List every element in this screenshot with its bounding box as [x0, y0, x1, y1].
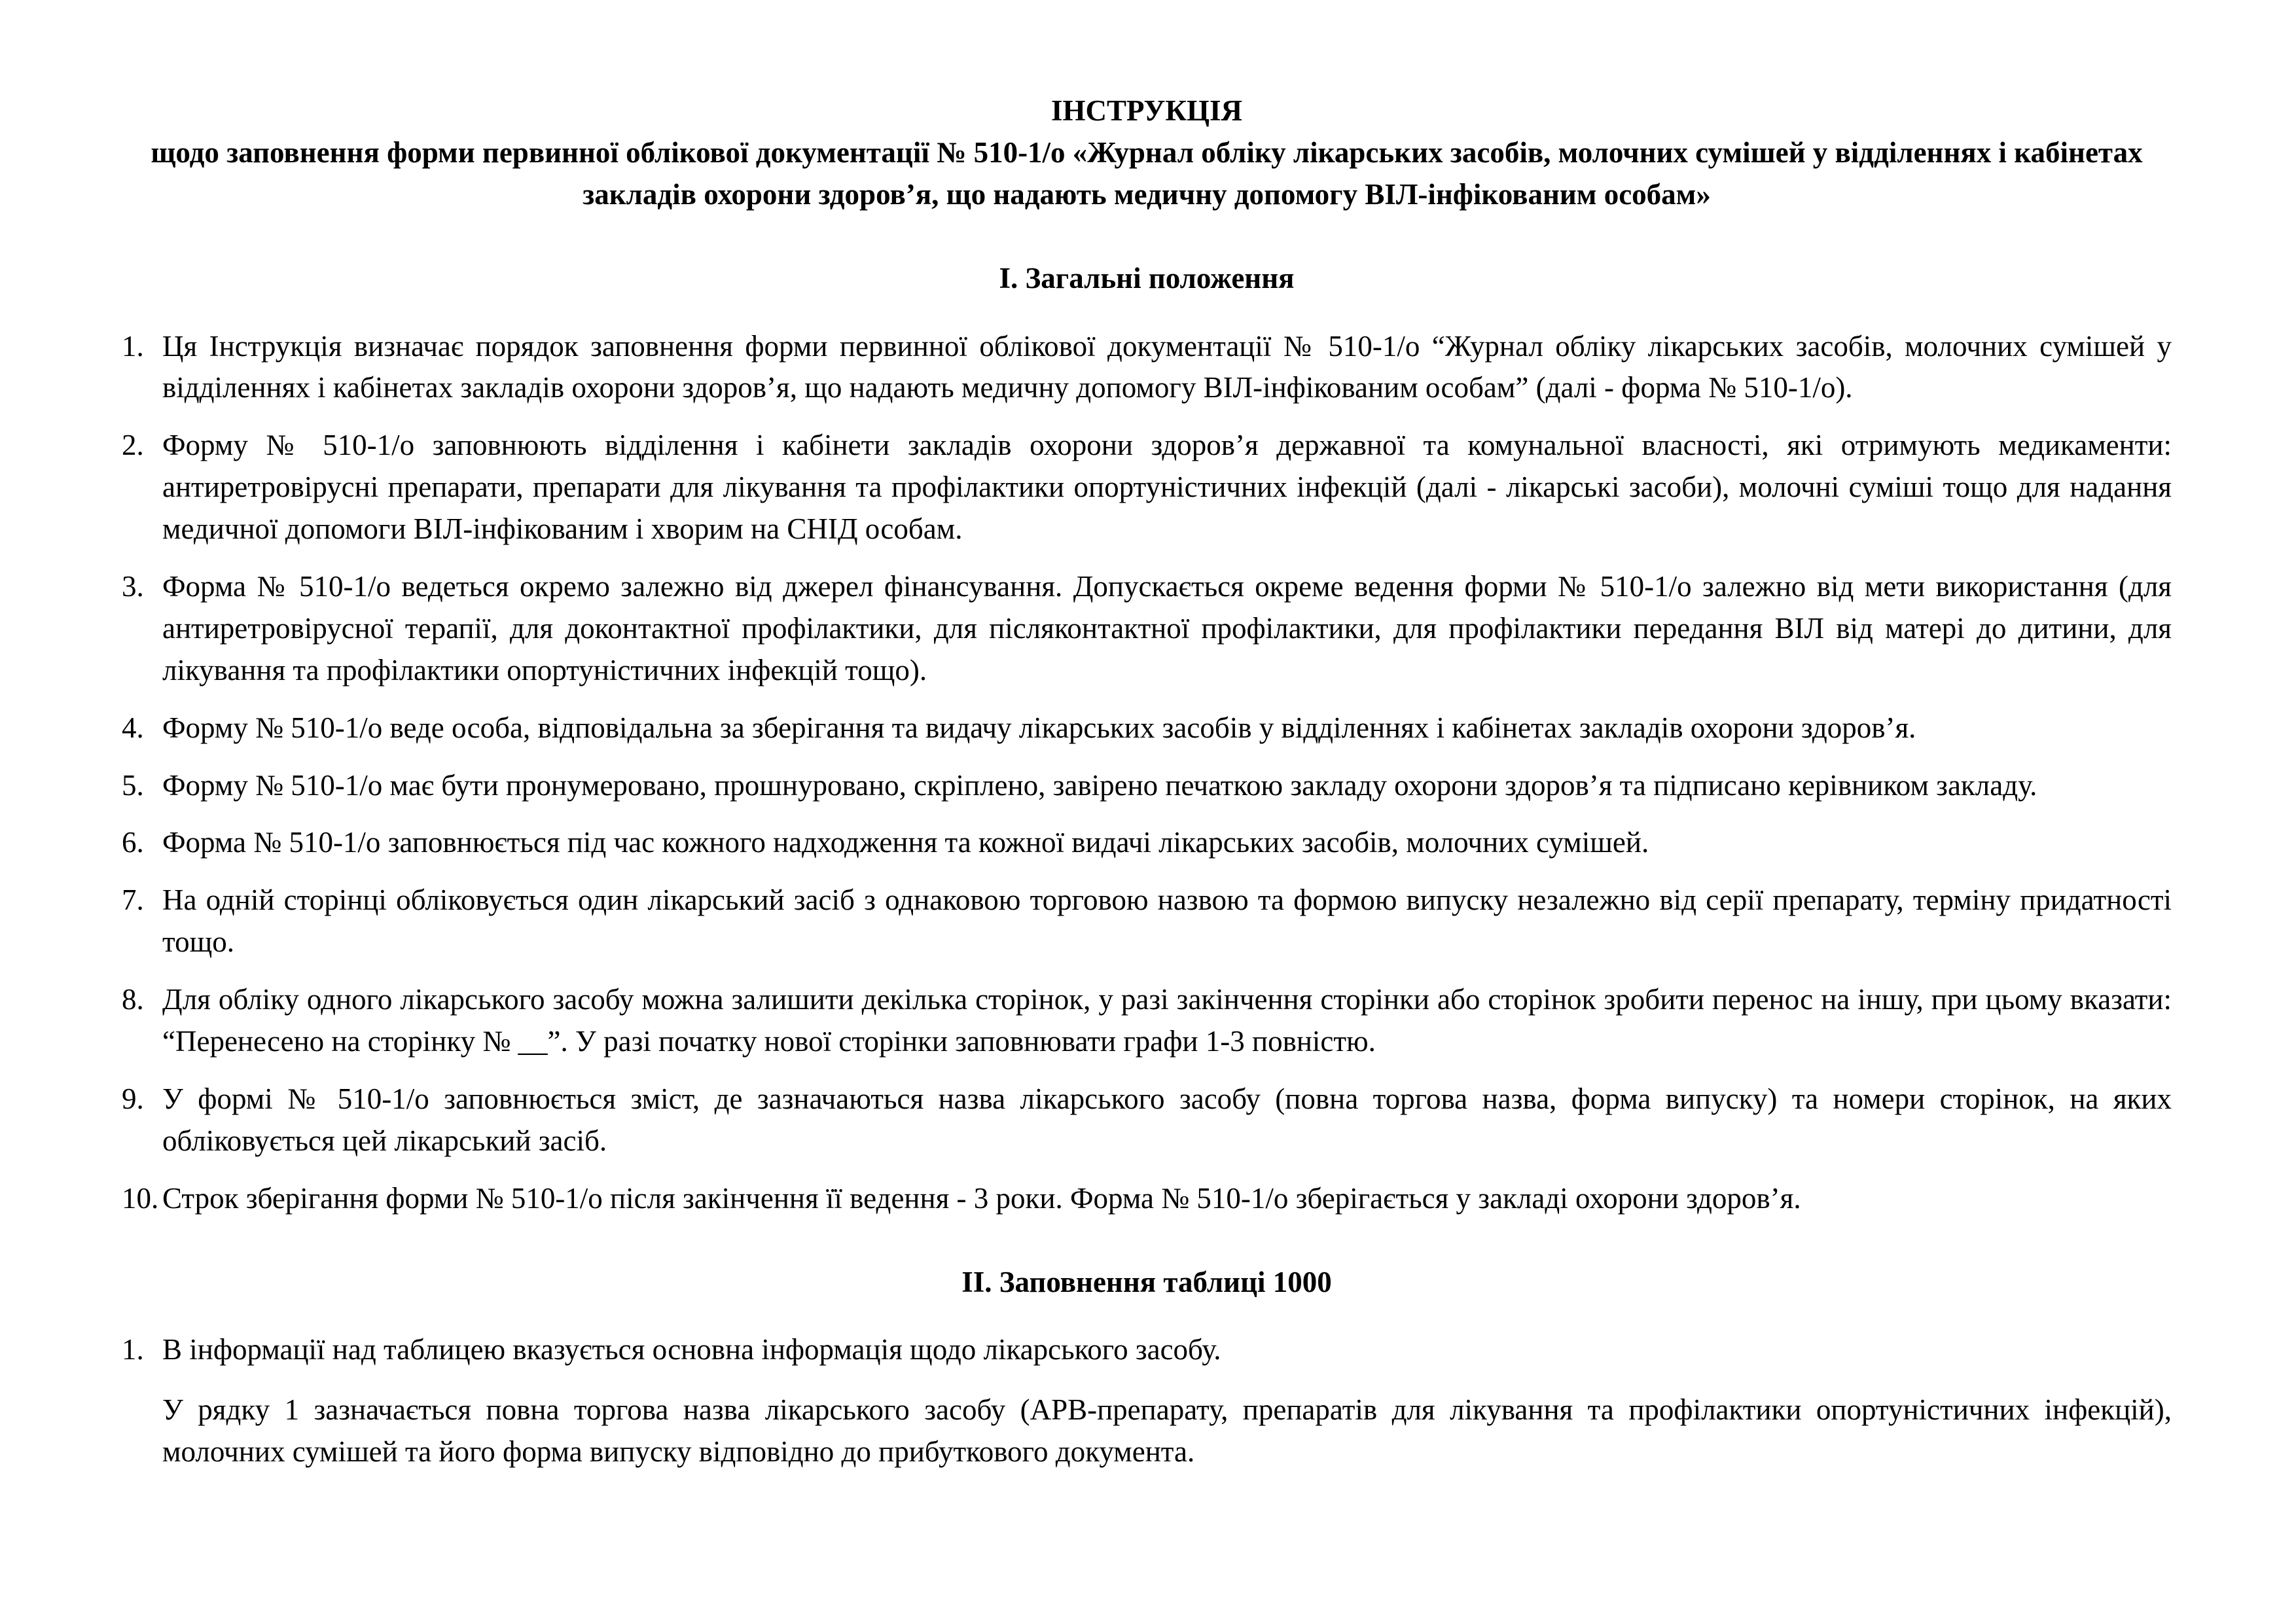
document-header — [122, 90, 2172, 216]
list-item-text: У рядку 1 зазначається повна торгова назва лікарського засобу (АРВ-препарату, препаратів для лікування та профілактики опортуністичних інфекцій), молочних сумішей та його форма випуску відповідно до прибуткового документа. — [162, 1393, 2172, 1469]
list-item-number: 10. — [122, 1181, 159, 1215]
list-item-text: На одній сторінці обліковується один лікарський засіб з однаковою торговою назвою та формою випуску незалежно від серії препарату, терміну придатності тощо. — [162, 883, 2172, 959]
list-item — [122, 566, 2172, 692]
list-item — [122, 1329, 2172, 1371]
paragraph — [122, 1389, 2172, 1473]
list-item — [122, 880, 2172, 963]
list-item — [122, 425, 2172, 550]
list-item-text: Строк зберігання форми № 510-1/о після закінчення її ведення - 3 роки. Форма № 510-1/о зберігається у закладі охорони здоров’я. — [162, 1181, 1801, 1215]
list-item-number: 1. — [122, 329, 144, 363]
list-item-text: У формі № 510-1/о заповнюється зміст, де зазначаються назва лікарського засобу (повна торгова назва, форма випуску) та номери сторінок, на яких обліковується цей лікарський засіб. — [162, 1082, 2172, 1157]
list-item — [122, 822, 2172, 864]
list-item — [122, 1079, 2172, 1162]
list-item-number: 7. — [122, 883, 144, 917]
list-item-text: В інформації над таблицею вказується основна інформація щодо лікарського засобу. — [162, 1333, 1221, 1366]
document-section — [122, 1262, 2172, 1474]
list-item — [122, 707, 2172, 749]
list-item-number: 3. — [122, 570, 144, 603]
document-subtitle: щодо заповнення форми первинної облікової документації № 510-1/о «Журнал обліку лікарських засобів, молочних сумішей у відділеннях і кабінетах закладів охорони здоров’я, що надають медичну допомогу ВІЛ-інфікованим особам» — [151, 135, 2143, 211]
list-item-text: Форма № 510-1/о ведеться окремо залежно від джерел фінансування. Допускається окреме ведення форми № 510-1/о залежно від мети використання (для антиретровірусної терапії, для доконтактної профілактики, для післяконтактної профілактики, для профілактики передання ВІЛ від матері до дитини, для лікування та профілактики опортуністичних інфекцій тощо). — [162, 570, 2172, 687]
section-heading: ІІ. Заповнення таблиці 1000 — [961, 1265, 1332, 1298]
list-item-text: Для обліку одного лікарського засобу можна залишити декілька сторінок, у разі закінчення сторінки або сторінок зробити перенос на іншу, при цьому вказати: “Перенесено на сторінку № __”. У разі початку нової сторінки заповнювати графи 1-3 повністю. — [162, 983, 2172, 1058]
list-item-text: Ця Інструкція визначає порядок заповнення форми первинної облікової документації № 510-1/о “Журнал обліку лікарських засобів, молочних сумішей у відділеннях і кабінетах закладів охорони здоров’я, що надають медичну допомогу ВІЛ-інфікованим особам” (далі - форма № 510-1/о). — [162, 329, 2172, 404]
list-item-number: 6. — [122, 826, 144, 859]
list-item-text: Форму № 510-1/о веде особа, відповідальна за зберігання та видачу лікарських засобів у відділеннях і кабінетах закладів охорони здоров’я. — [162, 711, 1916, 744]
list-item-number: 9. — [122, 1082, 144, 1115]
list-item-text: Форму № 510-1/о має бути пронумеровано, прошнуровано, скріплено, завірено печаткою закладу охорони здоров’я та підписано керівником закладу. — [162, 768, 2037, 802]
section-items — [122, 326, 2172, 1220]
list-item-number: 8. — [122, 983, 144, 1016]
list-item-number: 2. — [122, 429, 144, 462]
list-item — [122, 765, 2172, 807]
list-item-text: Форму № 510-1/о заповнюють відділення і кабінети закладів охорони здоров’я державної та комунальної власності, які отримують медикаменти: антиретровірусні препарати, препарати для лікування та профілактики опортуністичних інфекцій (далі - лікарські засоби), молочні суміші тощо для надання медичної допомоги ВІЛ-інфікованим і хворим на СНІД особам. — [162, 429, 2172, 546]
section-heading: І. Загальні положення — [999, 261, 1295, 294]
list-item-text: Форма № 510-1/о заповнюється під час кожного надходження та кожної видачі лікарських засобів, молочних сумішей. — [162, 826, 1649, 859]
document-title: ІНСТРУКЦІЯ — [1050, 94, 1243, 127]
list-item-number: 4. — [122, 711, 144, 744]
list-item — [122, 979, 2172, 1063]
list-item — [122, 326, 2172, 410]
section-items — [122, 1329, 2172, 1473]
list-item-number: 5. — [122, 768, 144, 802]
document-section — [122, 258, 2172, 1220]
list-item — [122, 1178, 2172, 1220]
list-item-number: 1. — [122, 1333, 144, 1366]
sections-container — [122, 258, 2172, 1473]
